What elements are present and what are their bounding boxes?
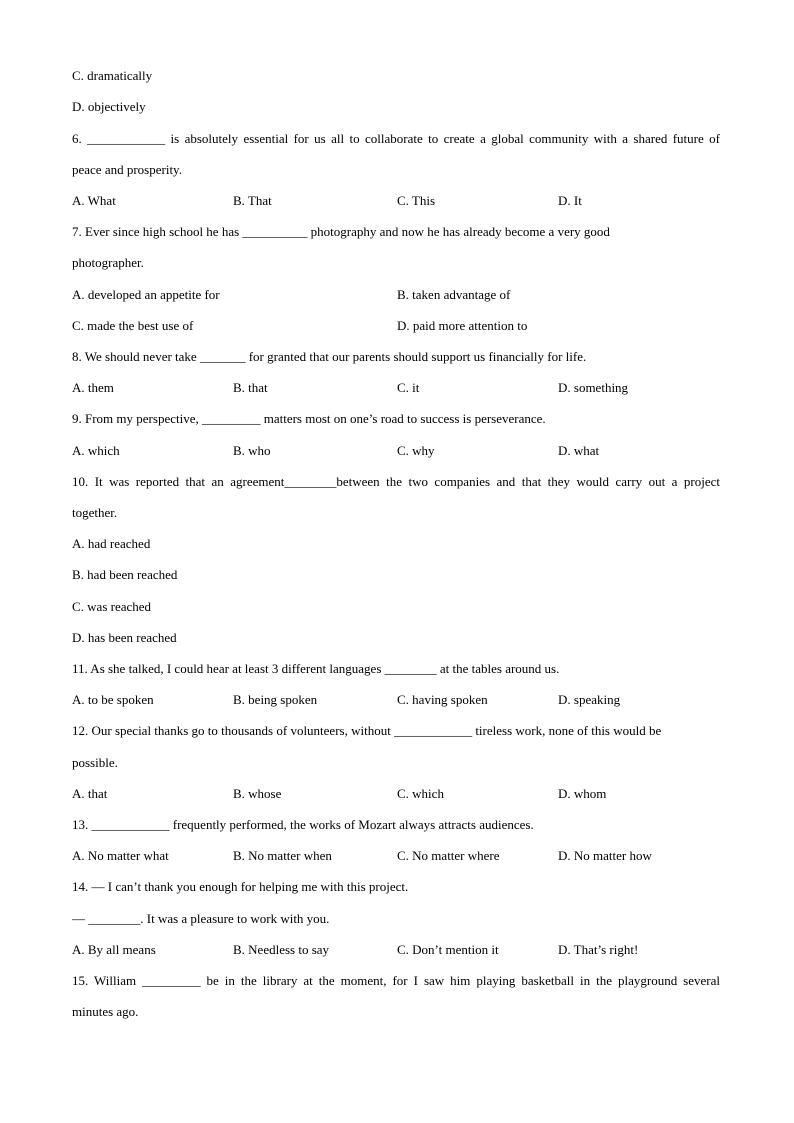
- question-6-text-cont: peace and prosperity.: [72, 162, 182, 177]
- q8-option-a: A. them: [72, 380, 114, 395]
- q8-option-c: C. it: [397, 380, 420, 395]
- q9-option-c: C. why: [397, 443, 435, 458]
- q6-option-c: C. This: [397, 193, 436, 208]
- q13-option-b: B. No matter when: [233, 848, 332, 863]
- question-10-text-cont: together.: [72, 505, 118, 520]
- question-12-text-cont: possible.: [72, 755, 118, 770]
- question-7-text: 7. Ever since high school he has __________ photography and now he has already become a very good: [72, 224, 610, 239]
- q9-option-a: A. which: [72, 443, 120, 458]
- q9-option-d: D. what: [558, 443, 600, 458]
- q10-option-c: C. was reached: [72, 599, 152, 614]
- question-11-text: 11. As she talked, I could hear at least 3 different languages ________ at the tables around us.: [72, 661, 560, 676]
- question-14-text: 14. — I can’t thank you enough for helping me with this project.: [72, 879, 409, 894]
- q6-option-a: A. What: [72, 193, 116, 208]
- q14-option-d: D. That’s right!: [558, 942, 639, 957]
- q10-option-d: D. has been reached: [72, 630, 177, 645]
- option-text: D. objectively: [72, 99, 146, 114]
- q11-option-d: D. speaking: [558, 692, 621, 707]
- q6-option-d: D. It: [558, 193, 582, 208]
- q9-option-b: B. who: [233, 443, 271, 458]
- q12-option-a: A. that: [72, 786, 108, 801]
- q11-option-c: C. having spoken: [397, 692, 488, 707]
- q8-option-d: D. something: [558, 380, 629, 395]
- question-15-text-cont: minutes ago.: [72, 1004, 139, 1019]
- q11-option-b: B. being spoken: [233, 692, 318, 707]
- q6-option-b: B. That: [233, 193, 272, 208]
- question-8-text: 8. We should never take _______ for granted that our parents should support us financially for life.: [72, 349, 587, 364]
- q7-option-b: B. taken advantage of: [397, 287, 511, 302]
- q14-option-c: C. Don’t mention it: [397, 942, 499, 957]
- q12-option-c: C. which: [397, 786, 444, 801]
- question-12-text: 12. Our special thanks go to thousands of volunteers, without ____________ tireless work, none of this would be: [72, 723, 662, 738]
- q12-option-b: B. whose: [233, 786, 282, 801]
- q10-option-b: B. had been reached: [72, 567, 178, 582]
- q7-option-c: C. made the best use of: [72, 318, 194, 333]
- question-13-text: 13. ____________ frequently performed, the works of Mozart always attracts audiences.: [72, 817, 534, 832]
- question-15-text: 15. William _________ be in the library at the moment, for I saw him playing basketball in the playground several: [72, 973, 720, 988]
- question-10-text: 10. It was reported that an agreement________between the two companies and that they would carry out a project: [72, 474, 720, 489]
- q13-option-c: C. No matter where: [397, 848, 500, 863]
- q12-option-d: D. whom: [558, 786, 607, 801]
- q10-option-a: A. had reached: [72, 536, 151, 551]
- q11-option-a: A. to be spoken: [72, 692, 154, 707]
- q7-option-d: D. paid more attention to: [397, 318, 528, 333]
- q13-option-d: D. No matter how: [558, 848, 652, 863]
- q13-option-a: A. No matter what: [72, 848, 169, 863]
- q8-option-b: B. that: [233, 380, 268, 395]
- q14-option-b: B. Needless to say: [233, 942, 330, 957]
- question-7-text-cont: photographer.: [72, 255, 144, 270]
- option-text: C. dramatically: [72, 68, 153, 83]
- question-9-text: 9. From my perspective, _________ matters most on one’s road to success is perseverance.: [72, 411, 546, 426]
- q7-option-a: A. developed an appetite for: [72, 287, 220, 302]
- question-6-text: 6. ____________ is absolutely essential for us all to collaborate to create a global community with a shared future of: [72, 131, 720, 146]
- question-14-text-cont: — ________. It was a pleasure to work with you.: [72, 911, 330, 926]
- q14-option-a: A. By all means: [72, 942, 156, 957]
